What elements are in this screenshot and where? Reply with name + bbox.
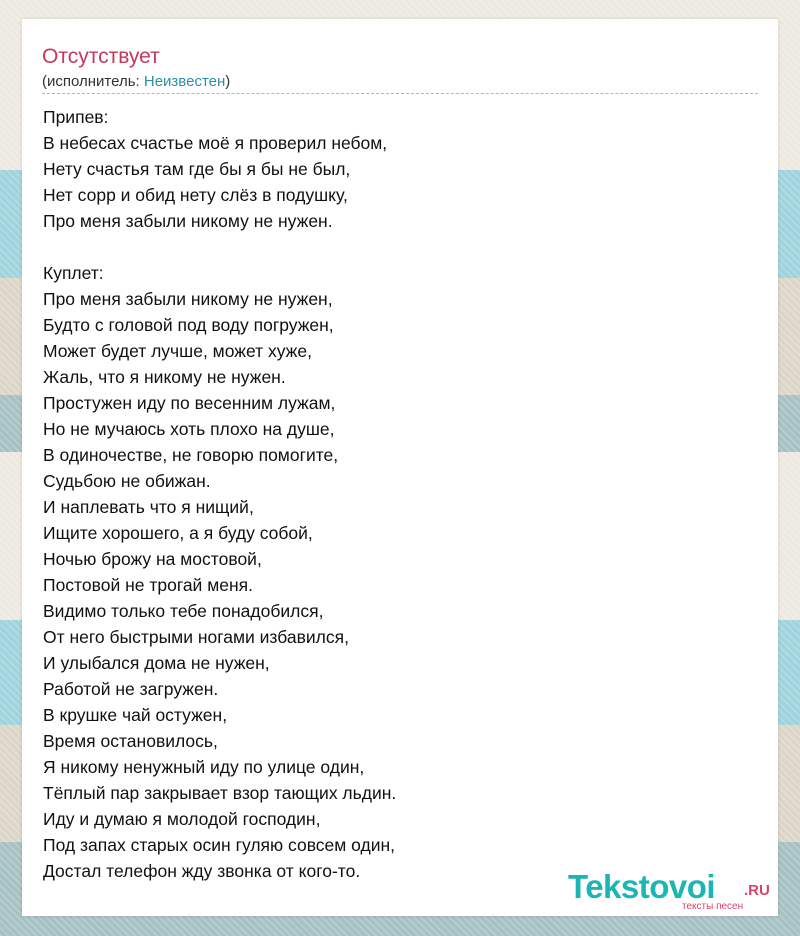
lyric-line: И улыбался дома не нужен, — [43, 653, 270, 673]
lyric-line: Иду и думаю я молодой господин, — [43, 809, 321, 829]
logo-tagline: тексты песен — [682, 901, 744, 912]
lyric-line: Ночью брожу на мостовой, — [43, 549, 262, 569]
title-divider — [42, 93, 758, 94]
lyric-line: Тёплый пар закрывает взор тающих льдин. — [43, 783, 397, 803]
lyrics-text — [43, 104, 743, 884]
lyric-line: Судьбою не обижан. — [43, 471, 211, 491]
logo-name: Tekstovoi — [568, 868, 716, 905]
artist-link[interactable]: Неизвестен — [143, 73, 226, 90]
lyric-line: Под запах старых осин гуляю совсем один, — [43, 835, 396, 855]
lyrics-card — [22, 19, 778, 916]
lyric-line: Постовой не трогай меня. — [43, 575, 253, 595]
lyric-line: Куплет: — [43, 263, 104, 283]
logo-tld: .RU — [744, 882, 770, 899]
lyric-line: Нет сорр и обид нету слёз в подушку, — [43, 185, 348, 205]
lyric-line: Про меня забыли никому не нужен. — [43, 211, 333, 231]
lyric-line: Про меня забыли никому не нужен, — [43, 289, 333, 309]
lyric-line: От него быстрыми ногами избавился, — [43, 627, 349, 647]
lyric-line: Нету счастья там где бы я бы не был, — [43, 159, 351, 179]
lyric-line: Жаль, что я никому не нужен. — [43, 367, 286, 387]
lyric-line: Будто с головой под воду погружен, — [43, 315, 334, 335]
site-logo[interactable] — [568, 867, 772, 915]
lyric-line: Припев: — [43, 107, 109, 127]
lyric-line: Работой не загружен. — [43, 679, 219, 699]
lyric-line: Видимо только тебе понадобился, — [43, 601, 324, 621]
lyric-line: Достал телефон жду звонка от кого-то. — [43, 861, 361, 881]
lyric-line: Ищите хорошего, а я буду собой, — [43, 523, 313, 543]
lyric-line: И наплевать что я нищий, — [43, 497, 254, 517]
artist-suffix: ) — [225, 73, 231, 90]
lyric-line: В крушке чай остужен, — [43, 705, 228, 725]
lyric-line: В одиночестве, не говорю помогите, — [43, 445, 339, 465]
lyric-line: Может будет лучше, может хуже, — [43, 341, 312, 361]
lyric-line: Я никому ненужный иду по улице один, — [43, 757, 365, 777]
song-title: Отсутствует — [42, 45, 160, 68]
lyric-line: В небесах счастье моё я проверил небом, — [43, 133, 388, 153]
artist-prefix: (исполнитель: — [42, 73, 144, 90]
lyric-line: Простужен иду по весенним лужам, — [43, 393, 336, 413]
lyric-line: Время остановилось, — [43, 731, 218, 751]
lyric-line: Но не мучаюсь хоть плохо на душе, — [43, 419, 335, 439]
blank-line — [43, 234, 743, 260]
artist-line — [42, 73, 230, 91]
